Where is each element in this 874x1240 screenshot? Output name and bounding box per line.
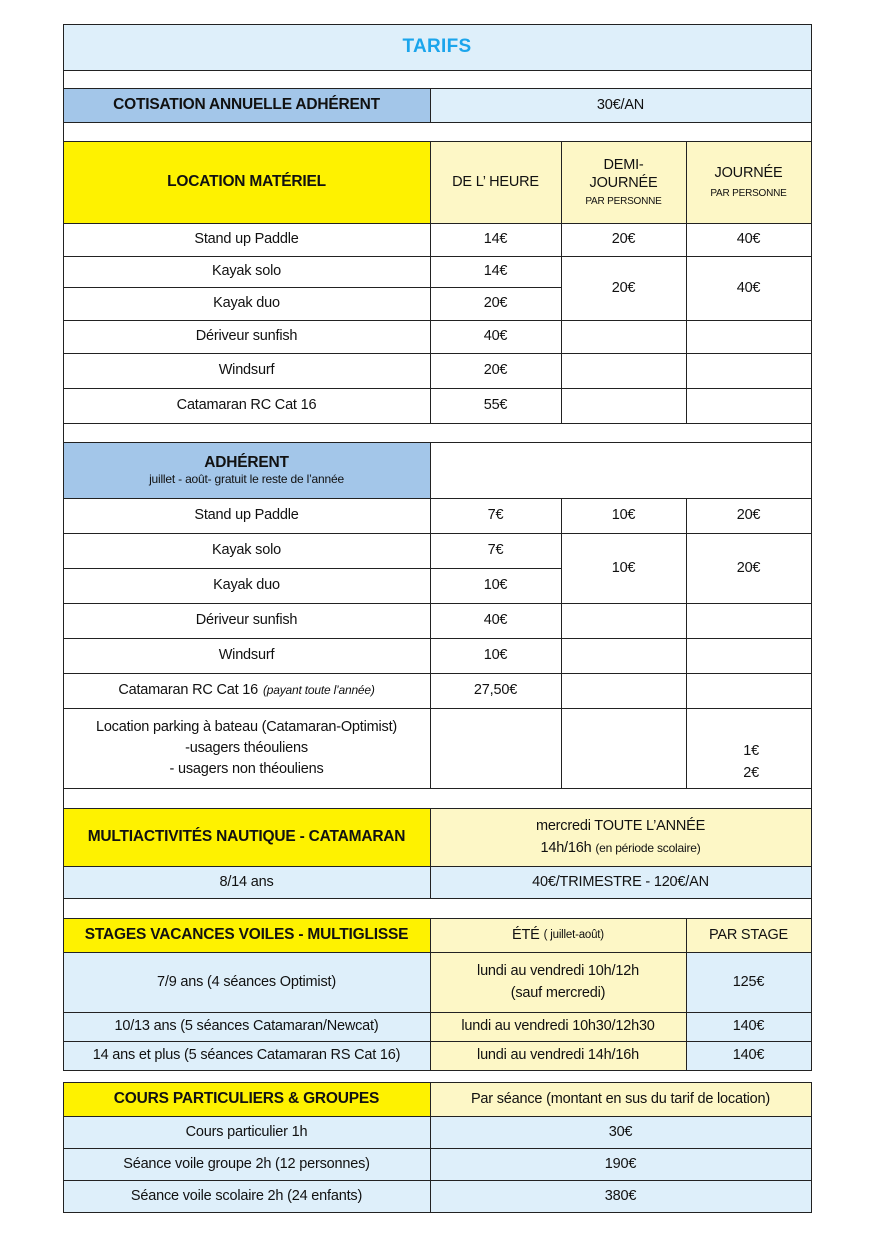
multi-age: 8/14 ans <box>63 866 430 898</box>
adherent-row-name: Stand up Paddle <box>194 507 299 524</box>
location-row-name: Dériveur sunfish <box>195 328 298 345</box>
stage-row-name: 10/13 ans (5 séances Catamaran/Newcat) <box>63 1012 430 1041</box>
grid-line-h <box>63 423 812 424</box>
stage-row-name: 7/9 ans (4 séances Optimist) <box>63 952 430 1012</box>
stage-row-name: 14 ans et plus (5 séances Catamaran RS Cat 16) <box>63 1041 430 1070</box>
grid-line-v <box>811 24 812 1071</box>
adherent-kayak-half: 10€ <box>611 559 636 576</box>
cours-label: COURS PARTICULIERS & GROUPES <box>63 1082 430 1116</box>
adherent-row-hour: 10€ <box>483 647 508 664</box>
grid-line-v <box>686 141 687 424</box>
adherent-row-name: Kayak duo <box>213 577 280 594</box>
location-row-name: Catamaran RC Cat 16 <box>176 397 317 414</box>
adherent-row-name: Windsurf <box>218 647 275 664</box>
grid-line-h <box>63 603 812 604</box>
adherent-kayak-day: 20€ <box>736 559 761 576</box>
parking-prices <box>686 708 811 788</box>
location-header-label: LOCATION MATÉRIEL <box>63 141 430 223</box>
grid-line-h <box>63 788 812 789</box>
grid-line-h <box>63 1180 812 1181</box>
grid-line-h <box>63 1116 812 1117</box>
grid-line-v <box>430 808 431 899</box>
stages-label: STAGES VACANCES VOILES - MULTIGLISSE <box>63 918 430 952</box>
grid-line-h <box>63 498 812 499</box>
adherent-label: ADHÉRENT <box>204 453 289 471</box>
location-row-name: Kayak duo <box>213 295 280 312</box>
grid-line-h <box>63 1082 812 1083</box>
multi-when-line2-wrap <box>540 839 700 857</box>
grid-line-h <box>63 256 812 257</box>
location-row-hour: 40€ <box>483 328 508 345</box>
kayak-day-price: 40€ <box>736 279 761 296</box>
adherent-row-name: Kayak solo <box>212 542 281 559</box>
grid-line-h <box>63 287 562 288</box>
grid-line-h <box>63 1148 812 1149</box>
cours-row-name: Séance voile scolaire 2h (24 enfants) <box>63 1180 430 1212</box>
stage-row-price: 140€ <box>686 1041 811 1070</box>
grid-line-v <box>430 141 431 424</box>
adherent-catamaran-note: (payant toute l’année) <box>262 683 375 697</box>
stage-row-when: lundi au vendredi 14h/16h <box>430 1041 686 1070</box>
grid-line-h <box>63 866 812 867</box>
stages-ete-note: ( juillet-août) <box>543 928 604 941</box>
adherent-catamaran-hour: 27,50€ <box>473 682 518 699</box>
grid-line-v <box>430 88 431 123</box>
col-day-header <box>686 141 811 223</box>
grid-line-v <box>63 24 64 1071</box>
location-row-name: Windsurf <box>218 362 275 379</box>
adherent-header <box>63 442 430 498</box>
grid-line-h <box>63 70 812 71</box>
adherent-row-hour: 7€ <box>487 507 504 524</box>
cotisation-price: 30€/AN <box>430 88 811 122</box>
parking-label <box>63 708 430 788</box>
cours-row-name: Séance voile groupe 2h (12 personnes) <box>63 1148 430 1180</box>
stages-ete: ÉTÉ <box>512 926 540 943</box>
grid-line-h <box>63 122 812 123</box>
adherent-sub: juillet - août- gratuit le reste de l’année <box>149 472 344 487</box>
location-row-half: 20€ <box>611 231 636 248</box>
grid-line-v <box>430 442 431 789</box>
parking-line1: Location parking à bateau (Catamaran-Optimist) <box>95 718 398 735</box>
stages-ete-header <box>430 918 686 952</box>
cours-row-name: Cours particulier 1h <box>63 1116 430 1148</box>
multi-when-line1: mercredi TOUTE L’ANNÉE <box>535 818 706 835</box>
adherent-catamaran-row <box>63 673 430 708</box>
stage-row-when <box>430 952 686 1012</box>
stages-price-header: PAR STAGE <box>686 918 811 952</box>
location-row-name: Stand up Paddle <box>194 231 299 248</box>
cours-header-right: Par séance (montant en sus du tarif de location) <box>430 1082 811 1116</box>
page-title: TARIFS <box>402 36 472 58</box>
grid-line-h <box>63 568 562 569</box>
stage-row-price: 125€ <box>686 952 811 1012</box>
grid-line-v <box>561 498 562 789</box>
location-row-hour: 20€ <box>483 295 508 312</box>
location-row-day: 40€ <box>736 231 761 248</box>
adherent-row-hour: 10€ <box>483 577 508 594</box>
adherent-row-half: 10€ <box>611 507 636 524</box>
parking-line3: - usagers non théouliens <box>169 761 324 778</box>
stage-row-when-line1: lundi au vendredi 10h/12h <box>477 963 639 980</box>
grid-line-v <box>686 498 687 789</box>
parking-price2: 2€ <box>743 764 759 781</box>
location-row-hour: 14€ <box>483 263 508 280</box>
location-row-hour: 55€ <box>483 397 508 414</box>
location-row-hour: 20€ <box>483 362 508 379</box>
parking-line2: -usagers théouliens <box>185 739 308 756</box>
adherent-row-day: 20€ <box>736 507 761 524</box>
grid-line-h <box>63 952 812 953</box>
grid-line-h <box>63 638 812 639</box>
grid-line-h <box>63 918 812 919</box>
grid-line-v <box>686 918 687 1071</box>
multi-when <box>430 808 811 866</box>
col-hour-header: DE L’ HEURE <box>430 141 561 223</box>
grid-line-h <box>63 353 812 354</box>
multi-when-time: 14h/16h <box>540 839 592 856</box>
col-day-sub: PAR PERSONNE <box>710 187 787 199</box>
cours-row-price: 380€ <box>430 1180 811 1212</box>
stage-row-price: 140€ <box>686 1012 811 1041</box>
grid-line-h <box>63 24 812 25</box>
multi-label: MULTIACTIVITÉS NAUTIQUE - CATAMARAN <box>63 808 430 866</box>
col-half-sub: PAR PERSONNE <box>585 195 662 207</box>
grid-line-h <box>63 88 812 89</box>
kayak-half-price: 20€ <box>611 279 636 296</box>
location-row-name: Kayak solo <box>212 263 281 280</box>
col-half-day-header <box>561 141 686 223</box>
cours-row-price: 30€ <box>430 1116 811 1148</box>
multi-price: 40€/TRIMESTRE - 120€/AN <box>430 866 811 898</box>
location-row-hour: 14€ <box>483 231 508 248</box>
adherent-row-hour: 7€ <box>487 542 504 559</box>
grid-line-h <box>63 223 812 224</box>
grid-line-h <box>63 1212 812 1213</box>
cotisation-label: COTISATION ANNUELLE ADHÉRENT <box>63 88 430 122</box>
grid-line-h <box>63 1012 812 1013</box>
stage-row-when-line2: (sauf mercredi) <box>510 984 606 1001</box>
cours-row-price: 190€ <box>430 1148 811 1180</box>
adherent-row-name: Dériveur sunfish <box>195 612 298 629</box>
grid-line-v <box>430 918 431 1071</box>
col-half-line2: JOURNÉE <box>589 174 658 191</box>
grid-line-h <box>63 898 812 899</box>
grid-line-h <box>63 141 812 142</box>
adherent-row-hour: 40€ <box>483 612 508 629</box>
grid-line-h <box>63 388 812 389</box>
grid-line-h <box>63 1070 812 1071</box>
grid-line-h <box>63 1041 812 1042</box>
grid-line-h <box>63 320 812 321</box>
grid-line-h <box>63 808 812 809</box>
multi-when-note: (en période scolaire) <box>595 840 701 855</box>
grid-line-h <box>63 708 812 709</box>
col-day-line: JOURNÉE <box>714 164 783 181</box>
adherent-catamaran-name: Catamaran RC Cat 16 <box>118 682 258 699</box>
parking-price1: 1€ <box>743 743 759 760</box>
stage-row-when: lundi au vendredi 10h30/12h30 <box>430 1012 686 1041</box>
grid-line-h <box>63 442 812 443</box>
tarifs-title-cell <box>63 24 811 70</box>
col-half-line1: DEMI- <box>603 156 644 173</box>
grid-line-h <box>63 673 812 674</box>
grid-line-h <box>63 533 812 534</box>
grid-line-v <box>561 141 562 424</box>
